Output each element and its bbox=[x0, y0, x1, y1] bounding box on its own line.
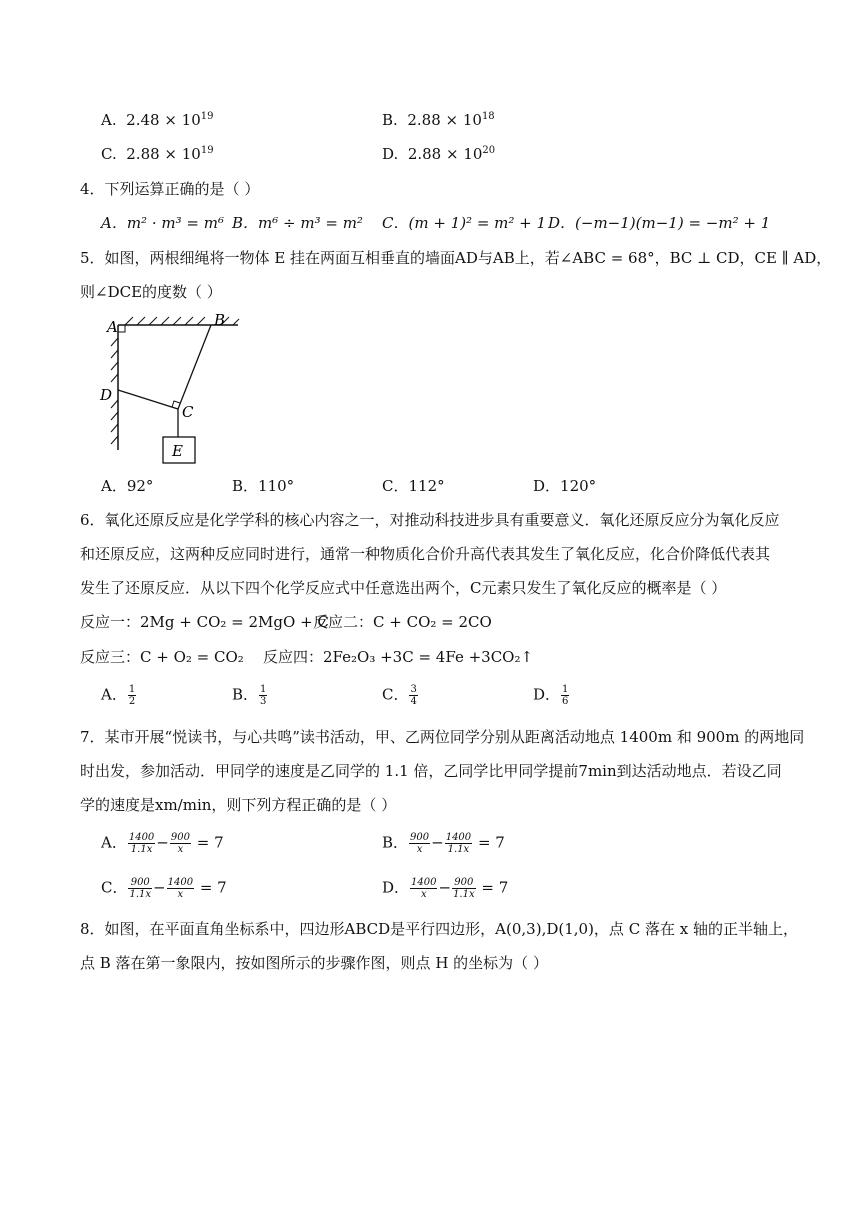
wall-ad-hatch bbox=[111, 338, 118, 444]
rope-bc bbox=[178, 325, 211, 409]
q6-option-b: B． $\frac{1}{3}$ bbox=[232, 684, 267, 707]
fraction: $\frac{900}{1.1x}$ bbox=[129, 877, 152, 900]
q7-line1: 7．某市开展“悦读书，与心共鸣”读书活动，甲、乙两位同学分别从距离活动地点 1400m 和 900m 的两地同 bbox=[80, 728, 805, 746]
q3-option-c: C. $2.88 \times 10^{19}$ bbox=[101, 145, 214, 163]
q4-option-d: D．(−m−1)(m−1) = −m² + 1 bbox=[548, 214, 771, 232]
q7-option-d: D． $\frac{1400}{x}$ − $\frac{900}{1.1x}$ = 7 bbox=[382, 877, 509, 900]
fraction: $\frac{900}{x}$ bbox=[170, 832, 190, 855]
fraction: $\frac{3}{4}$ bbox=[410, 684, 417, 707]
label-c: C bbox=[182, 403, 194, 421]
label-e: E bbox=[172, 442, 183, 460]
q4-stem: 4．下列运算正确的是（ ） bbox=[80, 180, 260, 198]
q8-line1: 8．如图，在平面直角坐标系中，四边形ABCD是平行四边形，A(0,3),D(1,0)，点 C 落在 x 轴的正半轴上， bbox=[80, 920, 798, 938]
q3-option-d: D. $2.88 \times 10^{20}$ bbox=[382, 145, 496, 163]
q6-option-c: C． $\frac{3}{4}$ bbox=[382, 684, 417, 707]
q5-stem-line2: 则∠DCE的度数（ ） bbox=[80, 283, 222, 301]
q6-option-a: A． $\frac{1}{2}$ bbox=[101, 684, 136, 707]
q5-stem-line1: 5．如图，两根细绳将一物体 E 挂在两面互相垂直的墙面AD与AB上，若∠ABC = 68°，BC ⊥ CD，CE ∥ AD， bbox=[80, 249, 832, 267]
fraction: $\frac{1400}{1.1x}$ bbox=[445, 832, 472, 855]
q6-line2: 和还原反应，这两种反应同时进行，通常一种物质化合价升高代表其发生了氧化反应，化合价降低代表其 bbox=[80, 545, 771, 563]
q7-option-b: B． $\frac{900}{x}$ − $\frac{1400}{1.1x}$ = 7 bbox=[382, 832, 505, 855]
q7-line3: 学的速度是xm/min，则下列方程正确的是（ ） bbox=[80, 796, 397, 814]
q5-option-a: A．92° bbox=[101, 477, 154, 495]
q6-reaction-1: 反应一：2Mg + CO₂ = 2MgO + C bbox=[80, 613, 329, 631]
right-angle-a bbox=[118, 325, 125, 332]
q5-option-b: B．110° bbox=[232, 477, 295, 495]
label-d: D bbox=[100, 386, 113, 404]
fraction: $\frac{900}{x}$ bbox=[410, 832, 430, 855]
rope-dc bbox=[118, 390, 178, 409]
q7-option-c: C． $\frac{900}{1.1x}$ − $\frac{1400}{x}$ = 7 bbox=[101, 877, 227, 900]
q3-option-b: B. $2.88 \times 10^{18}$ bbox=[382, 111, 495, 129]
fraction: $\frac{1400}{1.1x}$ bbox=[128, 832, 155, 855]
q5-option-c: C．112° bbox=[382, 477, 445, 495]
q5-option-d: D．120° bbox=[533, 477, 597, 495]
q4-option-b: B．m⁶ ÷ m³ = m² bbox=[232, 214, 363, 232]
fraction: $\frac{1400}{x}$ bbox=[167, 877, 194, 900]
fraction: $\frac{900}{1.1x}$ bbox=[453, 877, 475, 900]
q5-figure bbox=[95, 310, 245, 470]
q6-reaction-2: 反应二：C + CO₂ = 2CO bbox=[313, 613, 492, 631]
q8-line2: 点 B 落在第一象限内，按如图所示的步骤作图，则点 H 的坐标为（ ） bbox=[80, 954, 548, 972]
q6-line3: 发生了还原反应．从以下四个化学反应式中任意选出两个，C元素只发生了氧化反应的概率是（ ） bbox=[80, 579, 727, 597]
q6-reaction-4: 反应四：2Fe₂O₃ +3C = 4Fe +3CO₂↑ bbox=[263, 648, 534, 666]
fraction: $\frac{1}{2}$ bbox=[128, 684, 136, 707]
q6-reaction-3: 反应三：C + O₂ = CO₂ bbox=[80, 648, 244, 666]
q6-line1: 6．氧化还原反应是化学学科的核心内容之一，对推动科技进步具有重要意义．氧化还原反应分为氧化反应 bbox=[80, 511, 780, 529]
label-b: B bbox=[214, 311, 226, 329]
fraction: $\frac{1400}{x}$ bbox=[411, 877, 437, 900]
fraction: $\frac{1}{3}$ bbox=[260, 684, 267, 707]
q7-option-a: A． $\frac{1400}{1.1x}$ − $\frac{900}{x}$ = 7 bbox=[101, 832, 224, 855]
q3-option-a: A. $2.48 \times 10^{19}$ bbox=[101, 111, 214, 129]
q4-option-c: C．(m + 1)² = m² + 1 bbox=[382, 214, 547, 232]
q7-line2: 时出发，参加活动．甲同学的速度是乙同学的 1.1 倍，乙同学比甲同学提前7min到达活动地点．若设乙同 bbox=[80, 762, 782, 780]
q4-option-a: A．m² · m³ = m⁶ bbox=[101, 214, 224, 232]
q6-option-d: D． $\frac{1}{6}$ bbox=[533, 684, 569, 707]
label-a: A bbox=[107, 318, 118, 336]
fraction: $\frac{1}{6}$ bbox=[562, 684, 569, 707]
